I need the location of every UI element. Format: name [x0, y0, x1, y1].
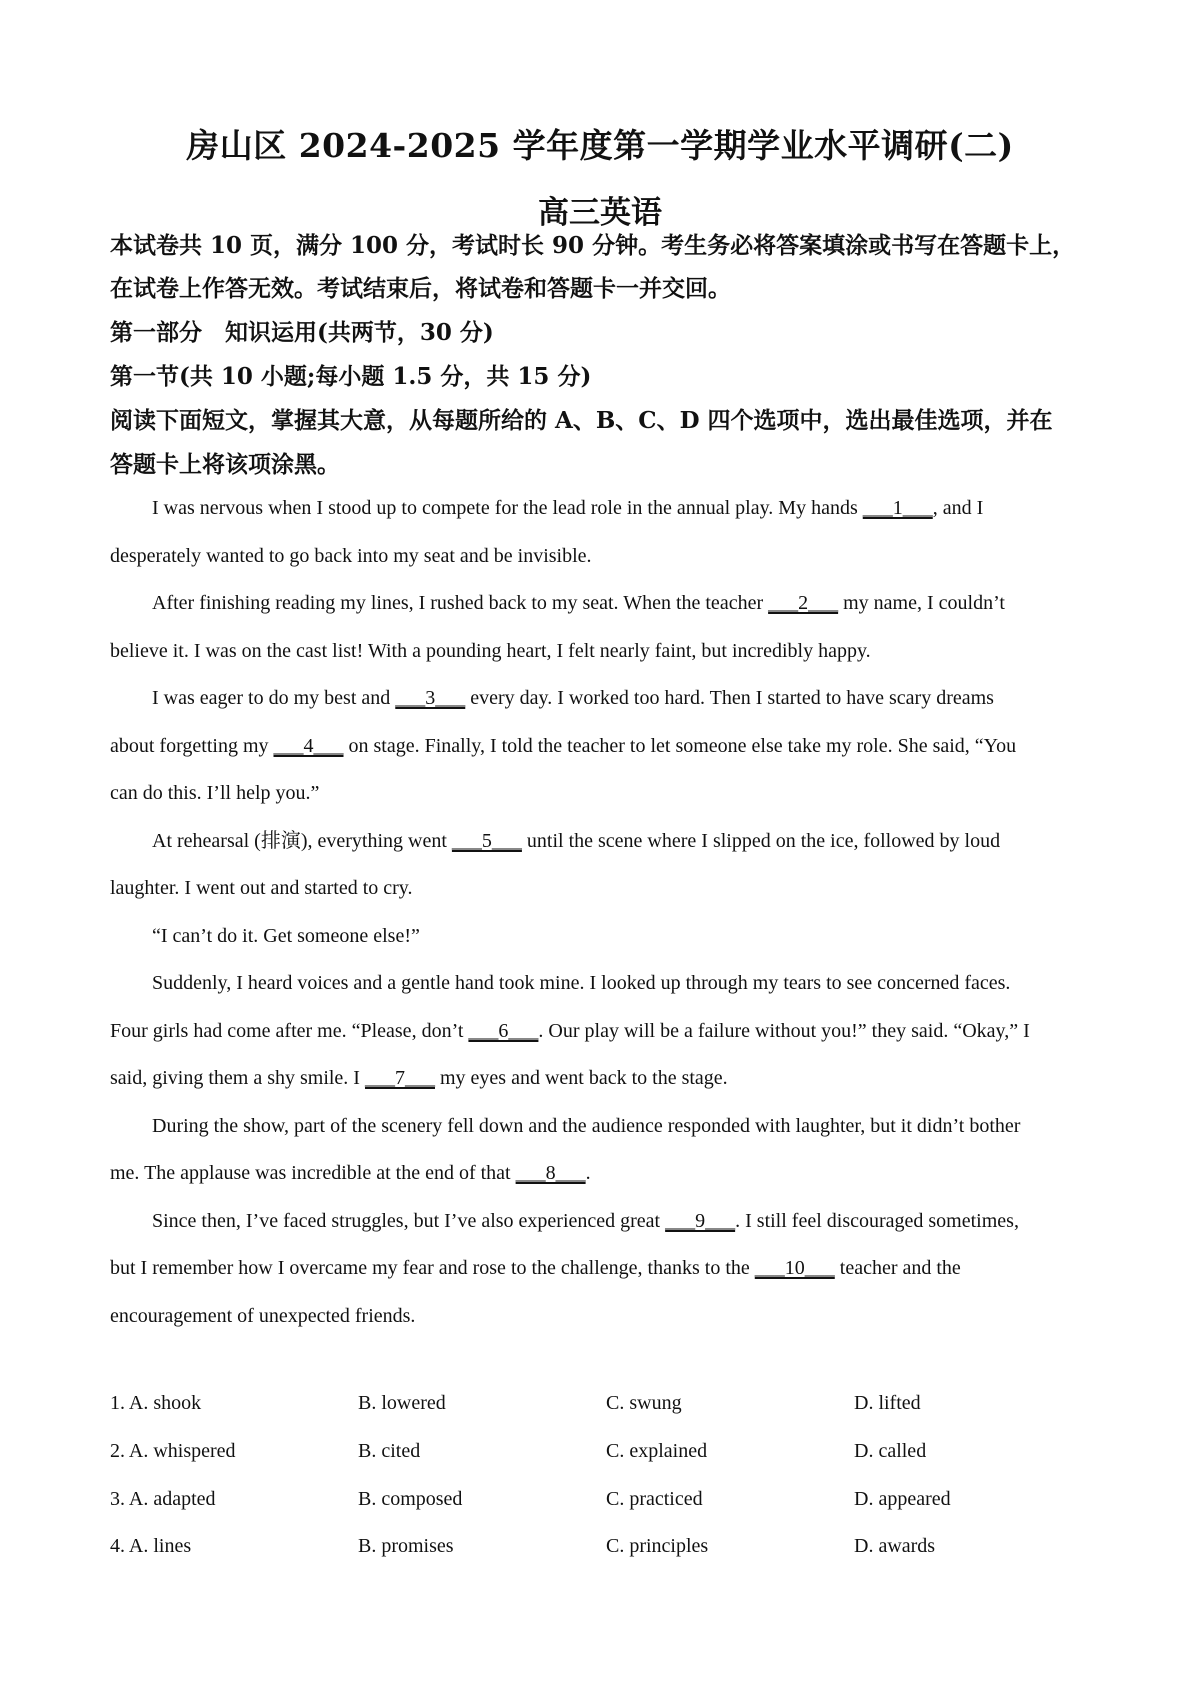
option-a: 1. A. shook: [110, 1392, 202, 1414]
passage-line: At rehearsal (排演), everything went ___5___ until the scene where I slipped on the ice, followed by loud: [152, 829, 1001, 852]
passage-line: Four girls had come after me. “Please, don’t ___6___. Our play will be a failure without you!” they said. “Okay,” I: [110, 1019, 1030, 1042]
passage-line: Since then, I’ve faced struggles, but I’ve also experienced great ___9___. I still feel discouraged sometimes,: [152, 1209, 1019, 1232]
blank-10: ___10___: [754, 1257, 835, 1279]
blank-5: ___5___: [451, 829, 522, 852]
passage-line: me. The applause was incredible at the end of that ___8___.: [110, 1162, 591, 1184]
option-a: 3. A. adapted: [110, 1488, 216, 1510]
option-c: C. swung: [606, 1392, 682, 1414]
instructions-line-1: 本试卷共 10 页，满分 100 分，考试时长 90 分钟。考生务必将答案填涂或书写在答题卡上，: [110, 232, 1076, 259]
blank-7: ___7___: [364, 1067, 435, 1089]
passage-line: Suddenly, I heard voices and a gentle hand took mine. I looked up through my tears to see concerned faces.: [152, 972, 1011, 994]
exam-title: 房山区 2024-2025 学年度第一学期学业水平调研(二): [186, 126, 1014, 165]
option-c: C. practiced: [606, 1488, 703, 1510]
option-c: C. explained: [606, 1440, 708, 1462]
passage-line: said, giving them a shy smile. I ___7___ my eyes and went back to the stage.: [110, 1067, 728, 1089]
instructions-line-2: 在试卷上作答无效。考试结束后，将试卷和答题卡一并交回。: [110, 275, 731, 302]
blank-4: ___4___: [273, 734, 344, 757]
blank-9: ___9___: [665, 1209, 736, 1232]
passage-line: I was nervous when I stood up to compete for the lead role in the annual play. My hands ___1___, and I: [152, 497, 984, 519]
part-1-heading: 第一部分 知识运用(共两节，30 分): [110, 319, 494, 346]
option-b: B. cited: [358, 1440, 421, 1462]
exam-subject: 高三英语: [538, 195, 662, 231]
option-d: D. lifted: [854, 1392, 921, 1414]
blank-3: ___3___: [395, 687, 466, 709]
option-b: B. lowered: [358, 1392, 446, 1414]
option-b: B. composed: [358, 1488, 463, 1510]
passage-line: During the show, part of the scenery fell down and the audience responded with laughter, but it didn’t bother: [152, 1114, 1021, 1137]
option-a: 4. A. lines: [110, 1535, 192, 1557]
passage-line: encouragement of unexpected friends.: [110, 1304, 416, 1327]
blank-8: ___8___: [515, 1162, 586, 1184]
blank-6: ___6___: [468, 1019, 539, 1042]
passage-line: believe it. I was on the cast list! With a pounding heart, I felt nearly faint, but incredibly happy.: [110, 639, 871, 662]
directions-line-1: 阅读下面短文，掌握其大意，从每题所给的 A、B、C、D 四个选项中，选出最佳选项，并在: [110, 407, 1053, 434]
passage-line: I was eager to do my best and ___3___ every day. I worked too hard. Then I started to have scary dreams: [152, 687, 994, 709]
passage-line: laughter. I went out and started to cry.: [110, 877, 413, 899]
passage-line: After finishing reading my lines, I rushed back to my seat. When the teacher ___2___ my name, I couldn’t: [152, 592, 1005, 614]
option-d: D. awards: [854, 1535, 936, 1557]
passage-line: desperately wanted to go back into my seat and be invisible.: [110, 544, 592, 567]
blank-2: ___2___: [768, 592, 839, 614]
option-c: C. principles: [606, 1535, 709, 1557]
option-b: B. promises: [358, 1535, 454, 1557]
passage-line: can do this. I’ll help you.”: [110, 782, 320, 804]
passage-line: “I can’t do it. Get someone else!”: [152, 924, 420, 947]
section-1-heading: 第一节(共 10 小题;每小题 1.5 分，共 15 分): [110, 363, 592, 390]
passage-text: [110, 485, 1100, 1340]
option-d: D. appeared: [854, 1488, 951, 1510]
option-a: 2. A. whispered: [110, 1440, 236, 1462]
blank-1: ___1___: [862, 497, 933, 519]
passage-line: but I remember how I overcame my fear and rose to the challenge, thanks to the ___10___ teacher and the: [110, 1257, 961, 1279]
directions-line-2: 答题卡上将该项涂黑。: [110, 451, 340, 478]
passage-line: about forgetting my ___4___ on stage. Finally, I told the teacher to let someone else take my role. She said, “You: [110, 734, 1017, 757]
option-d: D. called: [854, 1440, 927, 1462]
